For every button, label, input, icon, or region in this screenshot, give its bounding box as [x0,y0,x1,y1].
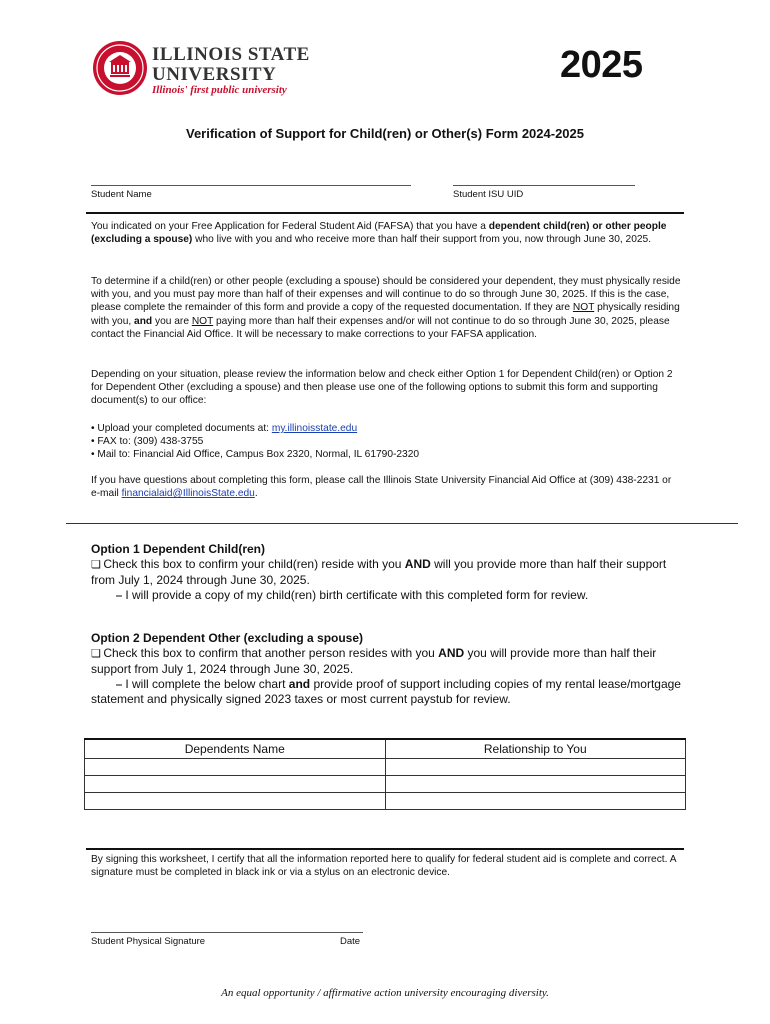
form-year: 2025 [560,44,643,86]
university-logo [92,40,310,100]
option1-checkbox[interactable]: ❏ [91,559,101,571]
date-label: Date [340,936,361,947]
section-divider-2 [66,523,738,524]
dependents-table [84,738,686,810]
relationship-cell[interactable] [385,793,686,810]
option2-sub: ⎯ I will complete the below chart and provide proof of support including copies of my rental lease/mortgage statement and physically signed 2023 taxes or most current paystub for review. [91,677,681,706]
option2-title: Option 2 Dependent Other (excluding a spouse) [91,631,364,645]
form-title: Verification of Support for Child(ren) or Other(s) Form 2024-2025 [185,126,584,141]
header-dependents-name: Dependents Name [85,739,386,759]
option1-sub-line[interactable]: ⎯ [116,588,123,602]
upload-option: • Upload your completed documents at: my.illinoisstate.edu [91,423,358,434]
upload-link[interactable]: my.illinoisstate.edu [271,423,358,434]
questions-paragraph: If you have questions about completing this form, please call the Illinois State University Financial Aid Office at (309) 438-2231 or e-mail financialaid@IllinoisState.edu. [91,475,672,500]
option2-sub-line[interactable]: ⎯ [116,677,123,691]
university-tagline: Illinois' first public university [152,84,287,96]
table-header-row [85,739,686,759]
mail-option: • Mail to: Financial Aid Office, Campus Box 2320, Normal, IL 61790-2320 [91,449,420,461]
student-uid-label: Student ISU UID [453,189,524,200]
university-seal-icon [92,40,148,96]
section-divider-3 [86,848,684,850]
intro-paragraph-3: Depending on your situation, please review the information below and check either Option 1 for Dependent Child(ren) or Option 2 for Dependent Other (excluding a spouse) and then please use one of the following options to submit this form and supporting document(s) to our office: [91,369,673,407]
intro-paragraph-2: To determine if a child(ren) or other people (excluding a spouse) should be considered your dependent, they must physically reside with you, and you must pay more than half of their expenses and will continue to do so through June 30, 2025. If this is the case, please complete the remainder of this form and provide a copy of the requested documentation. If they are NOT physically residing with you, and you are NOT paying more than half their expenses and/or will not continue to do so through June 30, 2025, please contact the Financial Aid Office. It will be necessary to make corrections to your FAFSA application. [91,276,681,340]
dependent-name-cell[interactable] [85,793,386,810]
relationship-cell[interactable] [385,776,686,793]
signature-line[interactable] [91,932,363,933]
footer-statement: An equal opportunity / affirmative action university encouraging diversity. [221,987,549,999]
table-row [85,793,686,810]
section-divider [86,212,684,214]
student-name-label: Student Name [91,189,152,200]
option2-checkbox[interactable]: ❏ [91,648,101,660]
table-row [85,759,686,776]
intro-paragraph-1: You indicated on your Free Application for Federal Student Aid (FAFSA) that you have a dependent child(ren) or other people (excluding a spouse) who live with you and who receive more than half their support from you, now through June 30, 2025. [91,221,667,246]
table-row [85,776,686,793]
email-link[interactable]: financialaid@IllinoisState.edu [121,488,255,500]
dependent-name-cell[interactable] [85,759,386,776]
header-relationship: Relationship to You [385,739,686,759]
relationship-cell[interactable] [385,759,686,776]
university-name-line1: ILLINOIS STATE [152,44,310,65]
student-uid-line[interactable] [453,185,635,186]
student-name-line[interactable] [91,185,411,186]
fax-option: • FAX to: (309) 438-3755 [91,436,204,448]
option1-text: ❏ Check this box to confirm your child(ren) reside with you AND will you provide more than half their support from July 1, 2024 through June 30, 2025. ⎯ I will provide a copy of my child(ren) birth certificate with this completed form for review. [91,557,681,603]
university-name-line2: UNIVERSITY [152,64,277,85]
certification-text: By signing this worksheet, I certify that all the information reported here to qualify for federal student aid is complete and correct. A signature must be completed in black ink or via a stylus on an electronic device. [91,854,676,879]
signature-label: Student Physical Signature [91,936,206,947]
dependent-name-cell[interactable] [85,776,386,793]
submission-options [91,422,681,462]
option1-sub: ⎯ I will provide a copy of my child(ren) birth certificate with this completed form for review. [116,588,589,602]
option1-title: Option 1 Dependent Child(ren) [91,542,265,556]
option2-text: ❏ Check this box to confirm that another person resides with you AND you will provide more than half their support from July 1, 2024 through June 30, 2025. ⎯ I will complete the below chart and provide proof of support including copies of my rental lease/mortgage statement and physically signed 2023 taxes or most current paystub for review. [91,646,681,706]
